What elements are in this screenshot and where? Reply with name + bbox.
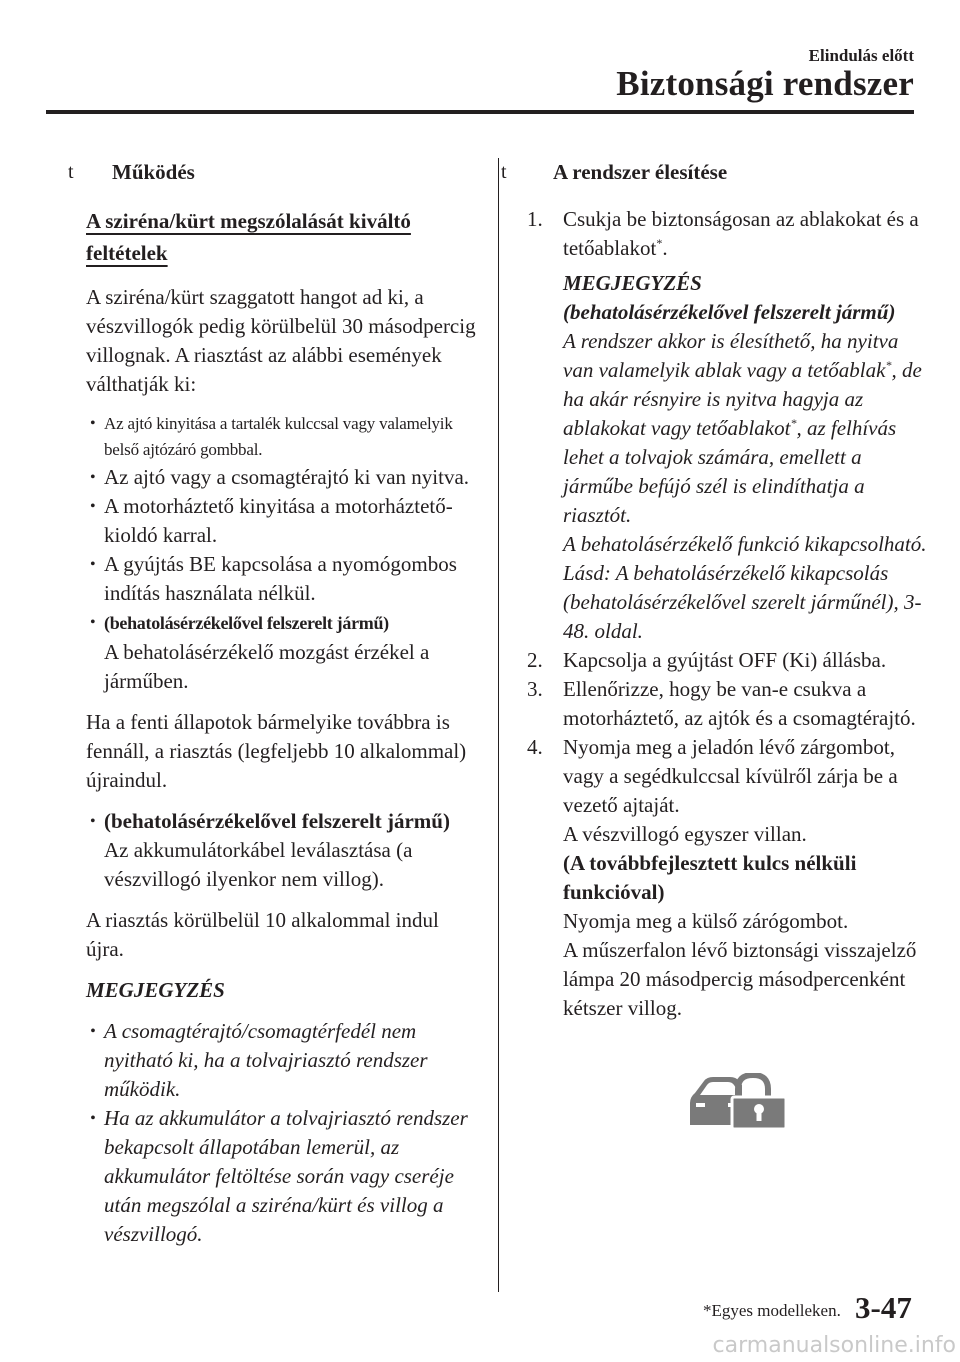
right-column <box>501 158 927 1023</box>
step-item: 3. Ellenőrizze, hogy be van-e csukva a motorháztető, az ajtók és a csomagtérajtó. <box>527 677 916 730</box>
condition-label: (behatolásérzékelővel felszerelt jármű) <box>104 809 450 833</box>
condition-label: (behatolásérzékelővel felszerelt jármű) <box>104 613 389 633</box>
list-item: • A csomagtérajtó/csomagtérfedél nem nyitható ki, ha a tolvajriasztó rendszer működik. <box>90 1019 428 1101</box>
list-item: • A gyújtás BE kapcsolása a nyomógombos indítás használata nélkül. <box>90 552 457 605</box>
security-indicator-lock-icon <box>688 1073 788 1129</box>
list-item: • (behatolásérzékelővel felszerelt jármű) A behatolásérzékelő mozgást érzékel a járműben. <box>86 608 478 696</box>
condition-label: (A továbbfejlesztett kulcs nélküli funkcióval) <box>563 851 857 904</box>
section-marker: t <box>501 161 507 183</box>
asterisk-mark: * <box>885 358 892 372</box>
bullet-dot: • <box>90 1023 96 1040</box>
note-condition: (behatolásérzékelővel felszerelt jármű) <box>563 300 896 324</box>
asterisk-mark: * <box>790 416 797 430</box>
page-title: Biztonsági rendszer <box>616 64 914 103</box>
step-number: 4. <box>527 735 543 759</box>
step-item: 1. Csukja be biztonságosan az ablakokat és a tetőablakot*. MEGJEGYZÉS (behatolásérzékelővel felszerelt jármű) A rendszer akkor is élesíthető, ha nyitva van valamelyik ablak vagy a tetőablak*, de ha akár résnyire is nyitva hagyja az ablakokat vagy tetőablakot*, az felhívás lehet a tolvajok számára, emellett a járműbe befújó szél is elindíthatja a riasztót. A behatolásérzékelő funkció kikapcsolható. Lásd: A behatolásérzékelő kikapcsolás (behatolásérzékelővel szerelt járműnél), 3-48. oldal. <box>527 205 927 646</box>
bullet-dot: • <box>90 1110 96 1127</box>
note-heading: MEGJEGYZÉS <box>563 271 702 295</box>
step-number: 3. <box>527 677 543 701</box>
note-paragraph: A behatolásérzékelő funkció kikapcsolható. <box>563 532 927 556</box>
note-paragraph: Lásd: A behatolásérzékelő kikapcsolás (behatolásérzékelővel szerelt járműnél), 3-48. oldal. <box>563 561 922 643</box>
step-number: 2. <box>527 648 543 672</box>
intro-paragraph: A sziréna/kürt szaggatott hangot ad ki, a vészvillogók pedig körülbelül 30 másodpercig villognak. A riasztást az alábbi események válthatják ki: <box>86 285 476 396</box>
header-rule <box>46 110 914 114</box>
keyhole-slot <box>757 1109 762 1121</box>
step-note <box>563 269 927 646</box>
restart-paragraph: Ha a fenti állapotok bármelyike továbbra is fennáll, a riasztás (legfeljebb 10 alkalommal) újraindul. <box>86 710 467 792</box>
column-divider <box>498 158 499 1292</box>
list-item: • Ha az akkumulátor a tolvajriasztó rendszer bekapcsolt állapotában lemerül, az akkumulátor feltöltése során vagy cseréje után megszólal a sziréna/kürt és villog a vészvillogó. <box>90 1106 468 1246</box>
section-heading-arming <box>501 158 927 187</box>
lock-shackle <box>738 1075 768 1099</box>
note-list <box>86 1017 478 1249</box>
section-title: Működés <box>112 160 195 184</box>
bullet-dot: • <box>90 415 96 432</box>
footnote: *Egyes modelleken. <box>703 1301 841 1320</box>
trigger-list <box>86 411 478 696</box>
header-chapter: Elindulás előtt <box>808 46 914 65</box>
list-item: • Az ajtó kinyitása a tartalék kulccsal vagy valamelyik belső ajtózáró gombbal. <box>86 411 478 463</box>
list-item: • Az ajtó vagy a csomagtérajtó ki van nyitva. <box>86 463 478 492</box>
note-heading: MEGJEGYZÉS <box>86 978 225 1002</box>
list-item: • A motorháztető kinyitása a motorháztető-kioldó karral. <box>90 494 453 547</box>
watermark: carmanualsonline.info <box>712 1333 956 1358</box>
asterisk-mark: * <box>656 236 663 250</box>
list-item: • (behatolásérzékelővel felszerelt jármű) Az akkumulátorkábel leválasztása (a vészvillogó ilyenkor nem villog). <box>90 809 450 891</box>
step-item: 4. Nyomja meg a jeladón lévő zárgombot, vagy a segédkulccsal kívülről zárja be a vezető ajtaját. A vészvillogó egyszer villan. (A továbbfejlesztett kulcs nélküli funkcióval) Nyomja meg a külső zárógombot. A műszerfalon lévő biztonsági visszajelző lámpa 20 másodpercig másodpercenként kétszer villog. <box>527 735 917 1020</box>
bullet-dot: • <box>90 556 96 573</box>
bullet-dot: • <box>90 498 96 515</box>
restart-count-paragraph: A riasztás körülbelül 10 alkalommal indul újra. <box>86 908 439 961</box>
section-heading-operation <box>68 158 478 187</box>
battery-list <box>86 807 478 894</box>
left-column <box>68 158 478 1261</box>
subheading-wrap <box>86 205 478 269</box>
bullet-dot: • <box>90 813 96 830</box>
bullet-dot: • <box>90 469 96 486</box>
subheading: A sziréna/kürt megszólalását kiváltó feltételek <box>86 209 411 265</box>
arming-steps <box>527 205 927 1023</box>
section-marker: t <box>68 161 74 183</box>
page-number: 3-47 <box>855 1290 912 1325</box>
step-item: 2. Kapcsolja a gyújtást OFF (Ki) állásba. <box>527 646 927 675</box>
section-title: A rendszer élesítése <box>553 160 728 184</box>
car-headlight-left <box>696 1103 705 1107</box>
note-paragraph: A rendszer akkor is élesíthető, ha nyitva van valamelyik ablak vagy a tetőablak*, de ha akár résnyire is nyitva hagyja az ablakokat vagy tetőablakot*, az felhívás lehet a tolvajok számára, emellett a járműbe befújó szél is elindíthatja a riasztót. <box>563 329 922 527</box>
bullet-dot: • <box>90 614 96 631</box>
step-number: 1. <box>527 207 543 231</box>
